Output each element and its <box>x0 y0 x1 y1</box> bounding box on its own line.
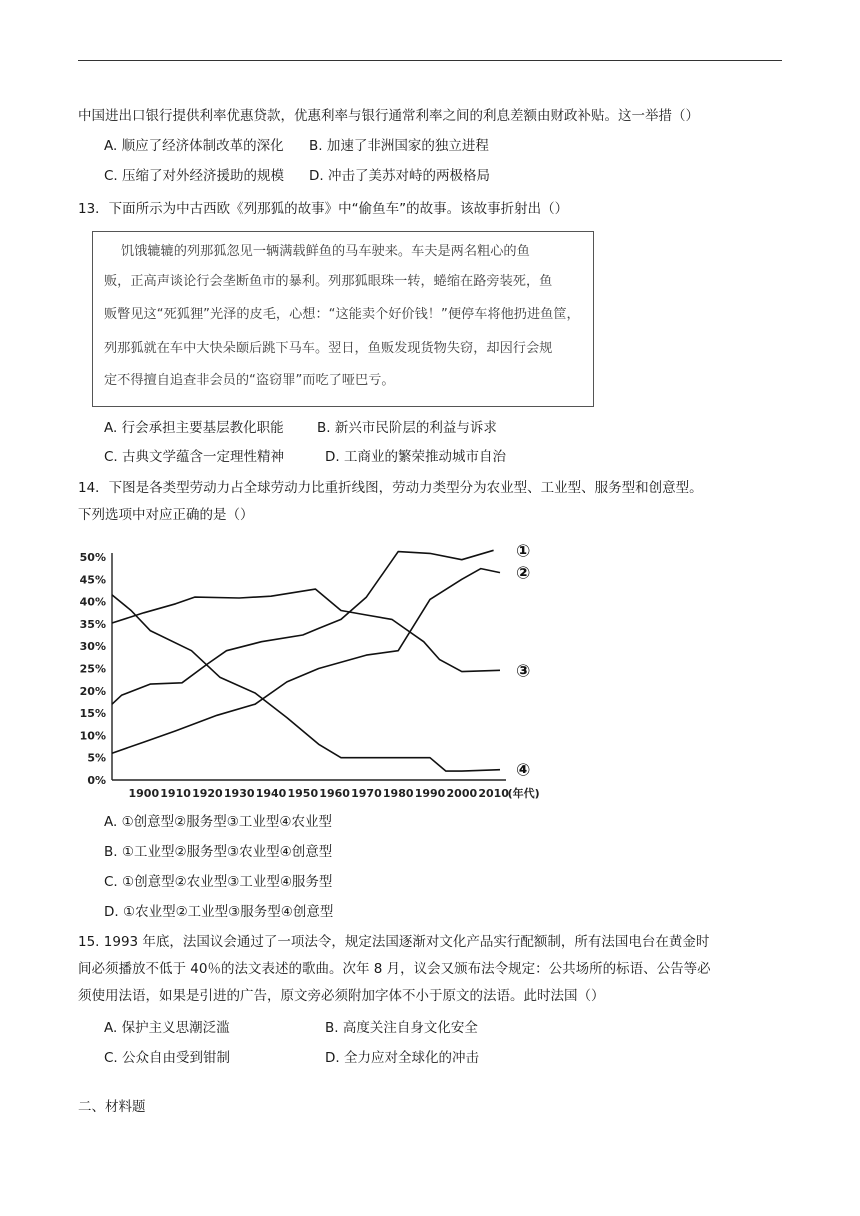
x-tick-label: 2010 <box>478 787 509 800</box>
labor-share-line-chart <box>78 535 548 805</box>
q12-stem-tail: 中国进出口银行提供利率优惠贷款，优惠利率与银行通常利率之间的利息差额由财政补贴。这一举措（） <box>78 108 699 124</box>
y-tick-label: 10% <box>79 729 106 743</box>
q14-option-d[interactable]: D. ①农业型②工业型③服务型④创意型 <box>104 904 334 920</box>
x-tick-label: 1970 <box>351 787 382 800</box>
q13-passage-box <box>92 231 594 407</box>
x-tick-label: 1960 <box>319 787 350 800</box>
x-tick-label: 1940 <box>255 787 287 800</box>
header-rule <box>78 60 782 61</box>
y-tick-label: 25% <box>79 662 106 676</box>
passage-line: 饥饿辘辘的列那狐忽见一辆满载鲜鱼的马车驶来。车夫是两名粗心的鱼 <box>121 244 530 259</box>
x-tick-label: 1920 <box>192 787 223 800</box>
q15-stem-line: 须使用法语，如果是引进的广告，原文旁必须附加字体不小于原文的法语。此时法国（） <box>78 988 605 1004</box>
q13-option-c[interactable]: C. 古典文学蕴含一定理性精神 <box>104 449 285 465</box>
y-tick-label: 50% <box>79 551 106 564</box>
series-label-2: ② <box>516 563 531 584</box>
y-tick-label: 45% <box>79 573 106 587</box>
y-tick-label: 20% <box>79 684 106 698</box>
y-tick-label: 0% <box>87 774 106 787</box>
y-tick-label: 35% <box>79 617 106 631</box>
q15-option-d[interactable]: D. 全力应对全球化的冲击 <box>325 1050 479 1066</box>
passage-line: 定不得擅自追查非会员的“盗窃罪”而吃了哑巴亏。 <box>104 373 395 388</box>
x-tick-label: 1990 <box>414 787 446 800</box>
q15-stem-line: 间必须播放不低于 40％的法文表述的歌曲。次年 8 月，议会又颁布法令规定：公共场所的标语、公告等必 <box>78 961 711 977</box>
series-label-4: ④ <box>516 760 531 781</box>
q13-stem: 13．下面所示为中古西欧《列那狐的故事》中“偷鱼车”的故事。该故事折射出（） <box>78 201 569 217</box>
q15-option-b[interactable]: B. 高度关注自身文化安全 <box>325 1020 478 1036</box>
section-title: 二、材料题 <box>78 1099 146 1115</box>
q14-option-c[interactable]: C. ①创意型②农业型③工业型④服务型 <box>104 874 333 890</box>
x-tick-label: 1950 <box>287 787 319 800</box>
y-tick-label: 40% <box>79 595 106 609</box>
x-tick-label: 1910 <box>160 787 191 800</box>
q14-option-a[interactable]: A. ①创意型②服务型③工业型④农业型 <box>104 814 332 830</box>
x-axis-label: (年代) <box>507 787 540 800</box>
q12-option-c[interactable]: C. 压缩了对外经济援助的规模 <box>104 168 285 184</box>
q14-stem-line1: 14．下图是各类型劳动力占全球劳动力比重折线图，劳动力类型分为农业型、工业型、服务型和创意型。 <box>78 480 703 496</box>
q12-option-a[interactable]: A. 顺应了经济体制改革的深化 <box>104 138 284 154</box>
x-tick-label: 1930 <box>223 787 255 800</box>
series-line-2 <box>112 589 500 672</box>
q12-option-b[interactable]: B. 加速了非洲国家的独立进程 <box>309 138 489 154</box>
series-line-1 <box>112 550 494 704</box>
q13-option-a[interactable]: A. 行会承担主要基层教化职能 <box>104 420 284 436</box>
q13-option-d[interactable]: D. 工商业的繁荣推动城市自治 <box>325 449 506 465</box>
series-label-1: ① <box>516 541 531 562</box>
q14-option-b[interactable]: B. ①工业型②服务型③农业型④创意型 <box>104 844 333 860</box>
x-tick-label: 2000 <box>446 787 478 800</box>
q12-option-d[interactable]: D. 冲击了美苏对峙的两极格局 <box>309 168 490 184</box>
q15-stem-line: 15. 1993 年底，法国议会通过了一项法令，规定法国逐渐对文化产品实行配额制，所有法国电台在黄金时 <box>78 934 710 950</box>
q15-option-c[interactable]: C. 公众自由受到钳制 <box>104 1050 231 1066</box>
x-tick-label: 1900 <box>128 787 160 800</box>
passage-line: 列那狐就在车中大快朵颐后跳下马车。翌日，鱼贩发现货物失窃，却因行会规 <box>104 341 553 356</box>
y-tick-label: 5% <box>87 751 106 765</box>
q13-option-b[interactable]: B. 新兴市民阶层的利益与诉求 <box>317 420 497 436</box>
y-tick-label: 15% <box>79 707 106 721</box>
q15-option-a[interactable]: A. 保护主义思潮泛滥 <box>104 1020 230 1036</box>
x-tick-label: 1980 <box>382 787 414 800</box>
q14-stem-line2: 下列选项中对应正确的是（） <box>78 507 254 523</box>
passage-line: 贩，正高声谈论行会垄断鱼市的暴利。列那狐眼珠一转，蜷缩在路旁装死，鱼 <box>104 274 553 289</box>
passage-line: 贩瞥见这“死狐狸”光泽的皮毛，心想：“这能卖个好价钱！”便停车将他扔进鱼筐， <box>104 307 580 322</box>
y-tick-label: 30% <box>79 640 106 654</box>
series-label-3: ③ <box>516 661 531 682</box>
